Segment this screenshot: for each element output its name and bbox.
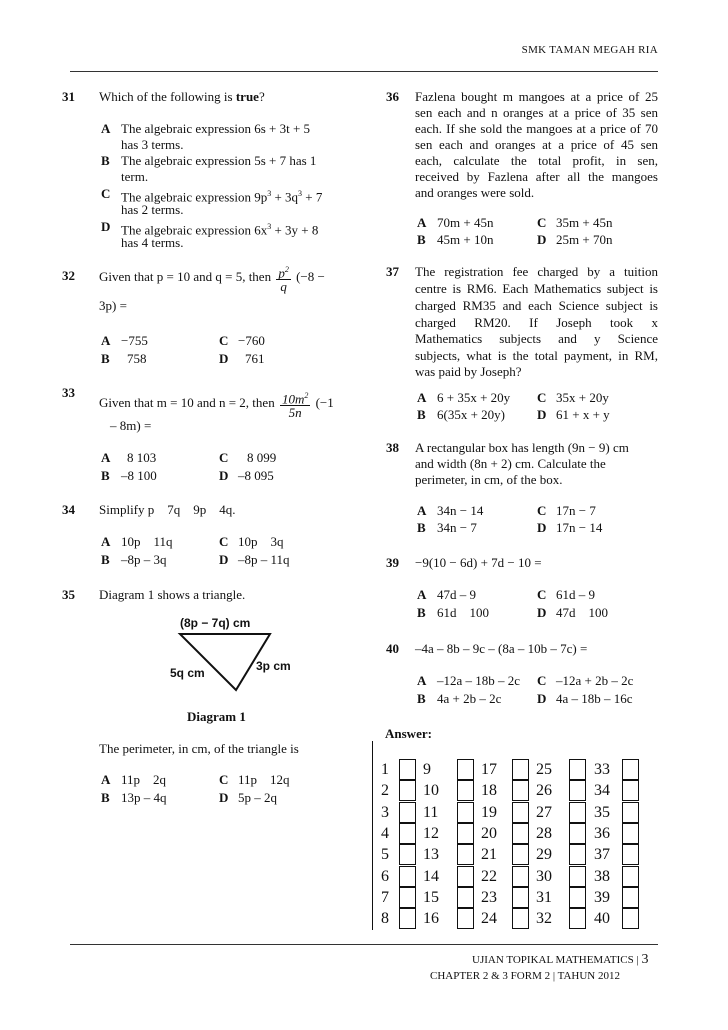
q31-option-b-line1: The algebraic expression 5s + 7 has 1	[121, 153, 317, 168]
q37-option-b: 6(35x + 20y)	[437, 407, 505, 422]
q39-option-a-letter: A	[417, 587, 427, 602]
q38-option-b-letter: B	[417, 520, 426, 535]
q37-line2: centre is RM6. Each Mathematics subject is	[415, 281, 658, 296]
answer-box[interactable]	[512, 823, 529, 844]
q34-option-c-letter: C	[219, 534, 229, 549]
q31-option-c-line1: The algebraic expression $9p^3 + 3q^3 + 7$	[121, 189, 323, 205]
answer-number: 27	[536, 803, 552, 821]
q31-option-a-letter: A	[101, 121, 111, 136]
q38-option-c-letter: C	[537, 503, 547, 518]
answer-number: 24	[481, 910, 497, 928]
answer-box[interactable]	[622, 908, 639, 929]
q37-line6: subjects, what is the total payment, in RM,	[415, 348, 658, 363]
answer-box[interactable]	[569, 802, 586, 823]
answer-number: 15	[423, 888, 439, 906]
q35-option-b-letter: B	[101, 790, 110, 805]
q40-number: 40	[386, 641, 399, 656]
answer-box[interactable]	[457, 823, 474, 844]
answer-box[interactable]	[569, 759, 586, 780]
answer-box[interactable]	[399, 887, 416, 908]
answer-box[interactable]	[457, 759, 474, 780]
q36-option-b-letter: B	[417, 232, 426, 247]
q31-option-d-letter: D	[101, 219, 111, 234]
q34-option-a: 10p 11q	[121, 534, 173, 549]
q36-option-d-letter: D	[537, 232, 547, 247]
q31-number: 31	[62, 89, 75, 104]
q31-option-d-line2: has 4 terms.	[121, 235, 184, 250]
q39-option-d-letter: D	[537, 605, 547, 620]
q37-line1: The registration fee charged by a tuition	[415, 264, 658, 279]
answer-box[interactable]	[622, 844, 639, 865]
q39-option-d: 47d 100	[556, 605, 608, 620]
q36-line7: and oranges were sold.	[415, 185, 535, 200]
answer-box[interactable]	[569, 866, 586, 887]
q40-option-d: 4a – 18b – 16c	[556, 691, 633, 706]
answer-number: 7	[381, 888, 389, 906]
answer-box[interactable]	[457, 780, 474, 801]
q38-line2: and width (8n + 2) cm. Calculate the	[415, 456, 606, 471]
q40-option-b: 4a + 2b – 2c	[437, 691, 502, 706]
answer-box[interactable]	[399, 780, 416, 801]
answer-number: 40	[594, 910, 610, 928]
answer-number: 20	[481, 824, 497, 842]
q31-option-b-line2: term.	[121, 169, 149, 184]
q40-option-a-letter: A	[417, 673, 427, 688]
answer-box[interactable]	[569, 780, 586, 801]
answer-box[interactable]	[622, 887, 639, 908]
answer-number: 11	[423, 803, 439, 821]
q36-option-c-letter: C	[537, 215, 547, 230]
q32-option-a-letter: A	[101, 333, 111, 348]
footer-subtitle: CHAPTER 2 & 3 FORM 2 | TAHUN 2012	[430, 970, 620, 982]
q37-line5: Mathematics subjects and y Science	[415, 331, 658, 346]
q40-option-c: –12a + 2b – 2c	[556, 673, 634, 688]
q32-option-c: −760	[238, 333, 265, 348]
answer-box[interactable]	[622, 759, 639, 780]
q31-option-a-line1: The algebraic expression 6s + 3t + 5	[121, 121, 311, 136]
q33-number: 33	[62, 385, 75, 400]
answer-number: 30	[536, 867, 552, 885]
answer-box[interactable]	[569, 823, 586, 844]
q40-option-a: –12a – 18b – 2c	[437, 673, 521, 688]
q36-option-a: 70m + 45n	[437, 215, 494, 230]
answer-number: 5	[381, 846, 389, 864]
q36-line3: each. If she sold the mangoes at a price of 70	[415, 121, 658, 136]
answer-box[interactable]	[512, 866, 529, 887]
answer-box[interactable]	[512, 908, 529, 929]
answer-box[interactable]	[512, 887, 529, 908]
q36-line4: sen each and oranges at a price of 45 sen	[415, 137, 658, 152]
q37-line4: charged RM20. If Joseph took x	[415, 315, 658, 330]
answer-box[interactable]	[512, 780, 529, 801]
q37-option-b-letter: B	[417, 407, 426, 422]
q38-option-d: 17n − 14	[556, 520, 603, 535]
answer-number: 39	[594, 888, 610, 906]
answer-number: 36	[594, 824, 610, 842]
q33-stem-cont: – 8m) =	[110, 418, 152, 433]
q38-option-b: 34n − 7	[437, 520, 477, 535]
q38-line3: perimeter, in cm, of the box.	[415, 472, 563, 487]
page-number: 3	[641, 952, 649, 967]
answer-number: 9	[423, 761, 431, 778]
q34-option-a-letter: A	[101, 534, 111, 549]
q40-option-c-letter: C	[537, 673, 547, 688]
q31-option-c-line2: has 2 terms.	[121, 202, 184, 217]
q37-option-c-letter: C	[537, 390, 547, 405]
q35-option-d: 5p – 2q	[238, 790, 277, 805]
q31-option-c-letter: C	[101, 186, 111, 201]
answer-number: 23	[481, 888, 497, 906]
answer-number: 1	[381, 761, 389, 778]
answer-row	[373, 844, 653, 865]
q31-stem: Which of the following is true?	[99, 89, 265, 104]
q39-stem: −9(10 − 6d) + 7d − 10 =	[415, 555, 542, 570]
footer-title: UJIAN TOPIKAL MATHEMATICS | 3	[472, 952, 649, 967]
answer-number: 2	[381, 782, 389, 800]
q34-option-c: 10p 3q	[238, 534, 284, 549]
q33-option-d: –8 095	[238, 468, 274, 483]
answer-box[interactable]	[457, 802, 474, 823]
answer-box[interactable]	[512, 759, 529, 780]
answer-number: 26	[536, 782, 552, 800]
answer-number: 37	[594, 846, 610, 864]
answer-row	[373, 759, 653, 780]
answer-number: 13	[423, 846, 439, 864]
q35-option-c-letter: C	[219, 772, 229, 787]
q34-stem: Simplify p 7q 9p 4q.	[99, 502, 236, 517]
q32-option-c-letter: C	[219, 333, 229, 348]
answer-box[interactable]	[457, 844, 474, 865]
q39-option-b-letter: B	[417, 605, 426, 620]
answer-number: 3	[381, 803, 389, 821]
q38-option-a-letter: A	[417, 503, 427, 518]
q37-option-d-letter: D	[537, 407, 547, 422]
q32-option-a: −755	[121, 333, 148, 348]
q35-option-a: 11p 2q	[121, 772, 167, 787]
answer-number: 34	[594, 782, 610, 800]
q33-option-a: 8 103	[127, 450, 157, 465]
q37-option-c: 35x + 20y	[556, 390, 609, 405]
answer-box[interactable]	[569, 908, 586, 929]
q36-line5: each, calculate the total profit, in sen,	[415, 153, 658, 168]
q37-option-d: 61 + x + y	[556, 407, 610, 422]
q31-option-b-letter: B	[101, 153, 110, 168]
answer-grid	[372, 759, 653, 930]
q33-option-d-letter: D	[219, 468, 229, 483]
answer-number: 10	[423, 782, 439, 800]
q37-line3: charged RM35 and each Science subject is	[415, 298, 658, 313]
triangle-top-label: (8p − 7q) cm	[180, 616, 251, 630]
q32-stem-cont: 3p) =	[99, 298, 127, 313]
answer-number: 31	[536, 888, 552, 906]
q34-option-d: –8p – 11q	[238, 552, 290, 567]
answer-box[interactable]	[622, 802, 639, 823]
answer-number: 17	[481, 761, 497, 778]
answer-number: 6	[381, 867, 389, 885]
answer-box[interactable]	[622, 866, 639, 887]
q35-option-a-letter: A	[101, 772, 111, 787]
q35-question: The perimeter, in cm, of the triangle is	[99, 741, 299, 756]
answer-number: 28	[536, 824, 552, 842]
q36-line6: received by Fazlena after all the mangoes	[415, 169, 658, 184]
triangle-right-label: 3p cm	[256, 659, 291, 673]
q35-option-d-letter: D	[219, 790, 229, 805]
answer-grid-rule	[372, 741, 373, 759]
answer-box[interactable]	[569, 887, 586, 908]
q36-number: 36	[386, 89, 399, 104]
q36-option-c: 35m + 45n	[556, 215, 613, 230]
q32-option-b: 758	[127, 351, 147, 366]
q32-option-d-letter: D	[219, 351, 229, 366]
q33-option-c: 8 099	[247, 450, 277, 465]
answer-number: 22	[481, 867, 497, 885]
answer-number: 21	[481, 846, 497, 864]
q33-stem: Given that m = 10 and n = 2, then $\frac{10m^2}{5n}$ (−1	[99, 390, 334, 421]
answer-number: 18	[481, 782, 497, 800]
q36-option-b: 45m + 10n	[437, 232, 494, 247]
q36-option-d: 25m + 70n	[556, 232, 613, 247]
answer-row	[373, 908, 653, 929]
q32-number: 32	[62, 268, 75, 283]
answer-label: Answer:	[385, 726, 432, 741]
answer-number: 19	[481, 803, 497, 821]
q34-option-b: –8p – 3q	[121, 552, 167, 567]
q38-option-a: 34n − 14	[437, 503, 484, 518]
answer-box[interactable]	[399, 802, 416, 823]
q40-stem: –4a – 8b – 9c – (8a – 10b – 7c) =	[415, 641, 588, 656]
q35-number: 35	[62, 587, 75, 602]
q40-option-d-letter: D	[537, 691, 547, 706]
q37-option-a-letter: A	[417, 390, 427, 405]
answer-box[interactable]	[399, 908, 416, 929]
answer-box[interactable]	[399, 866, 416, 887]
q39-number: 39	[386, 555, 399, 570]
q39-option-b: 61d 100	[437, 605, 489, 620]
q38-line1: A rectangular box has length (9n − 9) cm	[415, 440, 629, 455]
q31-option-d-line1: The algebraic expression $6x^3 + 3y + 8$	[121, 222, 319, 238]
answer-box[interactable]	[399, 844, 416, 865]
q37-number: 37	[386, 264, 399, 279]
answer-number: 33	[594, 761, 610, 778]
q32-stem: Given that p = 10 and q = 5, then $\frac{p^2}{q}$ (−8 −	[99, 264, 325, 295]
triangle-left-label: 5q cm	[170, 666, 205, 680]
diagram-caption: Diagram 1	[187, 709, 246, 724]
q32-option-d: 761	[245, 351, 265, 366]
q37-line7: was paid by Joseph?	[415, 364, 522, 379]
answer-box[interactable]	[457, 908, 474, 929]
q40-option-b-letter: B	[417, 691, 426, 706]
answer-box[interactable]	[399, 759, 416, 780]
q32-option-b-letter: B	[101, 351, 110, 366]
q38-number: 38	[386, 440, 399, 455]
answer-box[interactable]	[457, 866, 474, 887]
answer-box[interactable]	[512, 802, 529, 823]
header-rule	[70, 71, 658, 72]
answer-number: 14	[423, 867, 439, 885]
answer-number: 25	[536, 761, 552, 778]
answer-box[interactable]	[569, 844, 586, 865]
footer-rule	[70, 944, 658, 945]
q34-option-d-letter: D	[219, 552, 229, 567]
answer-number: 8	[381, 910, 389, 928]
answer-box[interactable]	[622, 823, 639, 844]
answer-number: 32	[536, 910, 552, 928]
answer-number: 29	[536, 846, 552, 864]
answer-row	[373, 823, 653, 844]
answer-box[interactable]	[622, 780, 639, 801]
q36-option-a-letter: A	[417, 215, 427, 230]
q35-option-b: 13p – 4q	[121, 790, 167, 805]
answer-row	[373, 866, 653, 887]
q39-option-c-letter: C	[537, 587, 547, 602]
q33-option-b-letter: B	[101, 468, 110, 483]
q38-option-c: 17n − 7	[556, 503, 596, 518]
q33-option-c-letter: C	[219, 450, 229, 465]
school-header: SMK TAMAN MEGAH RIA	[521, 44, 658, 56]
answer-number: 35	[594, 803, 610, 821]
answer-box[interactable]	[457, 887, 474, 908]
q37-option-a: 6 + 35x + 20y	[437, 390, 511, 405]
q39-option-a: 47d – 9	[437, 587, 476, 602]
answer-number: 4	[381, 824, 389, 842]
q39-option-c: 61d – 9	[556, 587, 595, 602]
answer-number: 38	[594, 867, 610, 885]
answer-row	[373, 780, 653, 801]
answer-box[interactable]	[512, 844, 529, 865]
q33-option-b: –8 100	[121, 468, 157, 483]
answer-number: 12	[423, 824, 439, 842]
q35-stem: Diagram 1 shows a triangle.	[99, 587, 246, 602]
answer-row	[373, 887, 653, 908]
answer-row	[373, 802, 653, 823]
q36-line2: sen each and n oranges at a price of 35 sen	[415, 105, 658, 120]
answer-box[interactable]	[399, 823, 416, 844]
q31-option-a-line2: has 3 terms.	[121, 137, 184, 152]
q35-option-c: 11p 12q	[238, 772, 290, 787]
q34-number: 34	[62, 502, 75, 517]
q34-option-b-letter: B	[101, 552, 110, 567]
q36-line1: Fazlena bought m mangoes at a price of 25	[415, 89, 658, 104]
q38-option-d-letter: D	[537, 520, 547, 535]
q33-option-a-letter: A	[101, 450, 111, 465]
answer-number: 16	[423, 910, 439, 928]
